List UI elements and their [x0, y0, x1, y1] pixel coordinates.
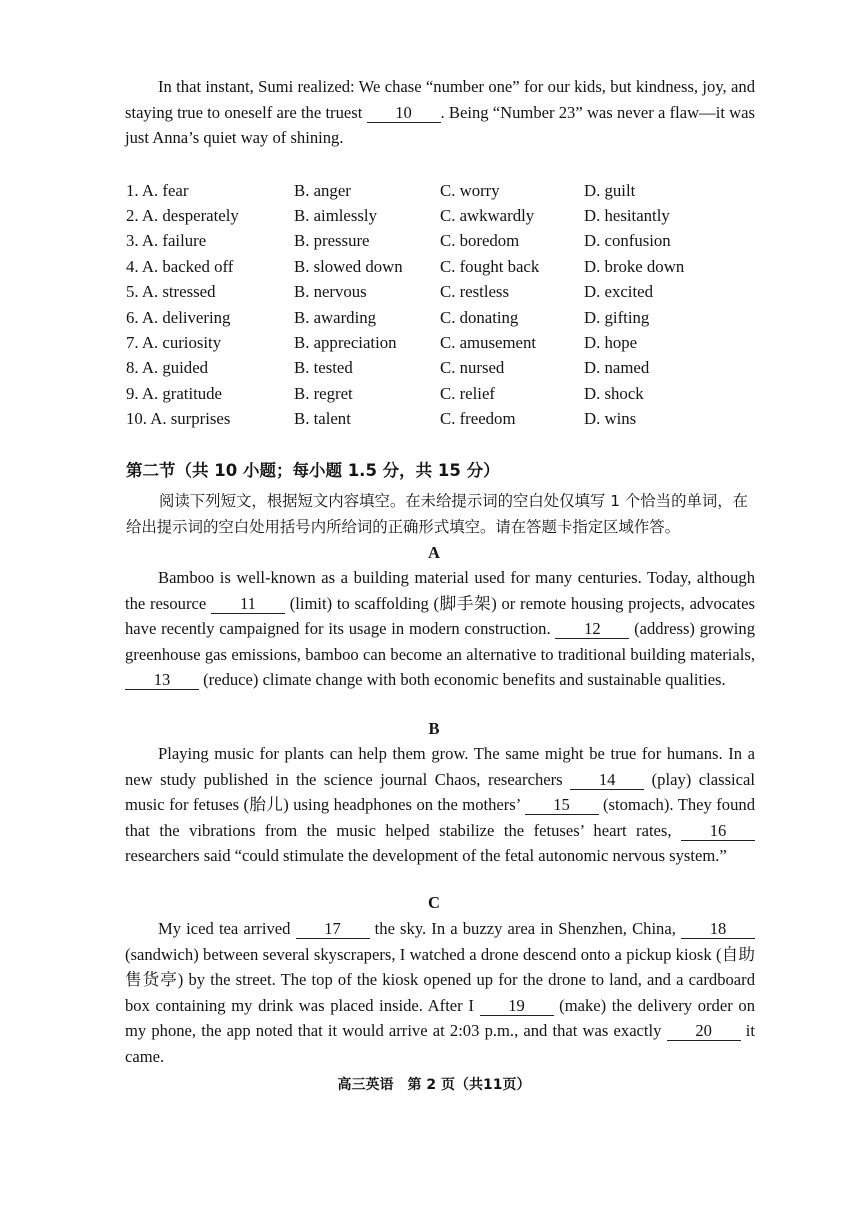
- passage-a-text: (address) growing greenhouse gas emissions, bamboo can become an alternative to traditional building materials,: [125, 619, 756, 664]
- passage-b-title: B: [428, 719, 440, 738]
- passage-c-text: it came.: [125, 1021, 755, 1066]
- option-row: [126, 381, 714, 406]
- blank-17: 17: [296, 920, 370, 939]
- option-b: B. slowed down: [294, 256, 403, 276]
- option-a: 7. A. curiosity: [126, 333, 222, 353]
- option-b: B. talent: [294, 409, 351, 429]
- option-c: C. fought back: [440, 256, 540, 276]
- section-heading: 第二节（共 10 小题；每小题 1.5 分，共 15 分）: [126, 461, 500, 480]
- option-d: D. shock: [584, 383, 644, 403]
- blank-13: 13: [125, 671, 199, 690]
- option-d: D. confusion: [584, 231, 671, 251]
- option-a: 8. A. guided: [126, 358, 209, 378]
- options-table: [126, 178, 714, 432]
- option-row: [126, 229, 714, 254]
- passage-b: [125, 741, 755, 869]
- option-b: B. regret: [294, 383, 353, 403]
- blank-14: 14: [570, 771, 644, 790]
- option-d: D. wins: [584, 409, 637, 429]
- blank-12: 12: [555, 620, 629, 639]
- option-row: [126, 330, 714, 355]
- intro-text-1: In that instant, Sumi realized: We chase “number one” for our kids, but kindness, joy, and staying true to oneself are the truest: [125, 77, 755, 122]
- passage-b-text: Playing music for plants can help them grow. The same might be true for humans. In a new study published in the science journal Chaos, researchers: [125, 744, 755, 789]
- option-c: C. relief: [440, 383, 495, 403]
- option-row: [126, 305, 714, 330]
- option-c: C. boredom: [440, 231, 520, 251]
- option-b: B. aimlessly: [294, 206, 377, 226]
- passage-a-text: Bamboo is well-known as a building material used for many centuries. Today, although the resource: [125, 568, 755, 613]
- blank-19: 19: [480, 997, 554, 1016]
- option-a: 10. A. surprises: [126, 409, 231, 429]
- option-a: 4. A. backed off: [126, 256, 234, 276]
- option-b: B. pressure: [294, 231, 370, 251]
- option-b: B. tested: [294, 358, 353, 378]
- option-c: C. nursed: [440, 358, 505, 378]
- blank-20: 20: [667, 1022, 741, 1041]
- option-a: 1. A. fear: [126, 180, 189, 200]
- page-footer: 高三英语 第 2 页（共11页）: [337, 1077, 531, 1093]
- section-instructions: 阅读下列短文，根据短文内容填空。在未给提示词的空白处仅填写 1 个恰当的单词，在给出提示词的空白处用括号内所给词的正确形式填空。请在答题卡指定区域作答。: [126, 492, 749, 536]
- passage-c-title: C: [428, 893, 440, 912]
- blank-18: 18: [681, 920, 755, 939]
- option-a: 5. A. stressed: [126, 282, 216, 302]
- option-c: C. restless: [440, 282, 509, 302]
- option-c: C. freedom: [440, 409, 516, 429]
- passage-c-text: (make) the delivery order on my phone, the app noted that it would arrive at 2:03 p.m., and that was exactly: [125, 995, 755, 1041]
- passage-c-text: My iced tea arrived: [158, 919, 296, 938]
- intro-paragraph: [125, 74, 755, 151]
- passage-a: [125, 565, 755, 693]
- passage-c-text: the sky. In a buzzy area in Shenzhen, China,: [369, 919, 681, 938]
- option-row: [126, 356, 714, 381]
- option-row: [126, 280, 714, 305]
- option-row: [126, 203, 714, 228]
- option-d: D. broke down: [584, 256, 685, 276]
- option-row: [126, 254, 714, 279]
- option-d: D. excited: [584, 282, 653, 302]
- option-b: B. appreciation: [294, 333, 397, 353]
- option-a: 3. A. failure: [126, 231, 207, 251]
- option-b: B. anger: [294, 180, 351, 200]
- intro-text-2: . Being “Number 23” was never a flaw—it was just Anna’s quiet way of shining.: [125, 102, 755, 148]
- blank-10: 10: [367, 104, 441, 123]
- blank-16: 16: [681, 822, 755, 841]
- option-d: D. gifting: [584, 307, 650, 327]
- option-d: D. guilt: [584, 180, 636, 200]
- passage-a-title: A: [428, 543, 440, 562]
- option-d: D. hope: [584, 333, 638, 353]
- option-row: [126, 407, 714, 432]
- passage-c: [125, 916, 755, 1070]
- option-c: C. donating: [440, 307, 519, 327]
- option-c: C. amusement: [440, 333, 537, 353]
- passage-b-text: (stomach). They found that the vibrations from the music helped stabilize the fetuses’ heart rates,: [125, 795, 755, 840]
- blank-15: 15: [525, 796, 599, 815]
- option-b: B. awarding: [294, 307, 377, 327]
- option-d: D. named: [584, 358, 650, 378]
- passage-b-text: (play) classical music for fetuses (胎儿) using headphones on the mothers’: [125, 769, 756, 815]
- option-c: C. awkwardly: [440, 206, 535, 226]
- option-d: D. hesitantly: [584, 206, 670, 226]
- option-a: 9. A. gratitude: [126, 383, 223, 403]
- passage-a-text: (limit) to scaffolding (脚手架) or remote housing projects, advocates have recently campaigned for its usage in modern construction.: [125, 593, 755, 639]
- passage-c-text: (sandwich) between several skyscrapers, I watched a drone descend onto a pickup kiosk (自助售货亭) by the street. The top of the kiosk opened up for the drone to land, and a cardboard box containing my drink was placed inside. After I: [125, 944, 755, 1015]
- option-row: [126, 178, 714, 203]
- option-c: C. worry: [440, 180, 500, 200]
- option-a: 2. A. desperately: [126, 206, 239, 226]
- option-b: B. nervous: [294, 282, 367, 302]
- option-a: 6. A. delivering: [126, 307, 231, 327]
- blank-11: 11: [211, 595, 285, 614]
- passage-a-text: (reduce) climate change with both economic benefits and sustainable qualities.: [199, 670, 726, 690]
- passage-b-text: researchers said “could stimulate the development of the fetal autonomic nervous system.”: [125, 846, 727, 866]
